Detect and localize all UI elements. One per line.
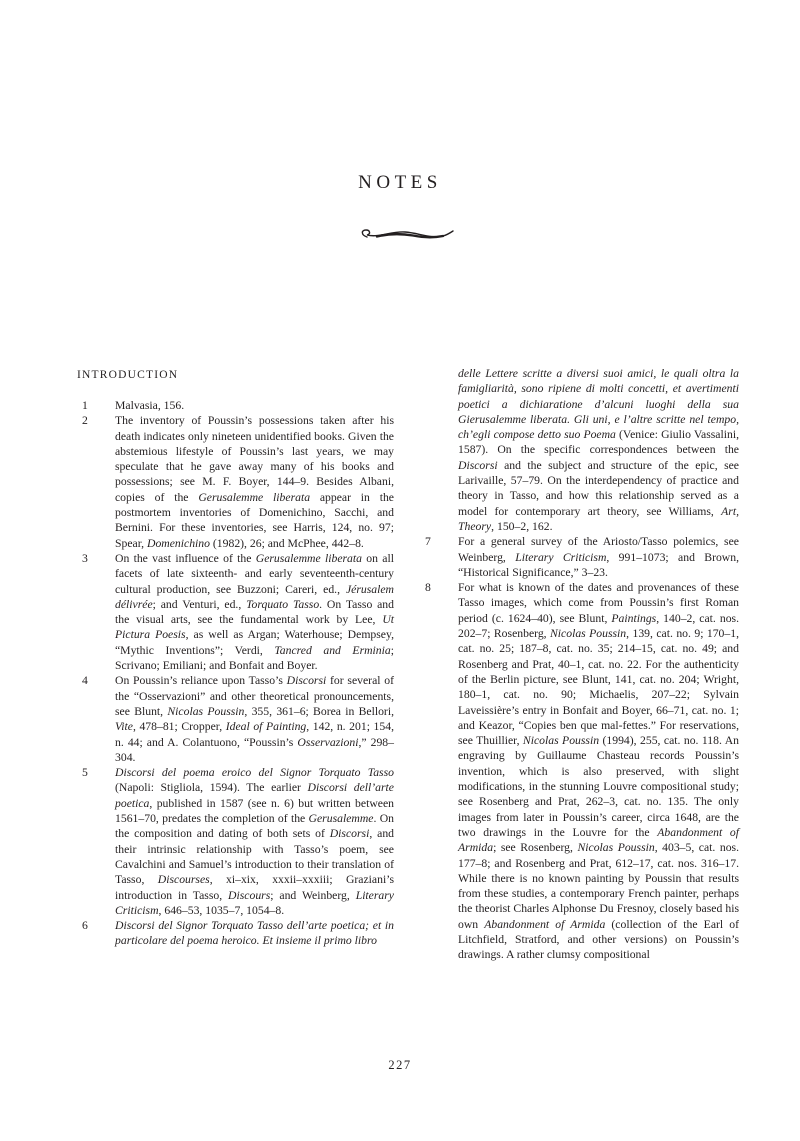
italic-text: Discorsi [329, 827, 370, 841]
text-run: , published in 1587 (see n. 6) but written between 1561–70, predates the completion of the [115, 796, 394, 826]
note-2 [77, 413, 394, 551]
text-run: , xi–xix, xxxii–xxxiii; Graziani’s introduction in Tasso, [115, 873, 394, 902]
text-run: , and their intrinsic relationship with Tasso’s poem, see Cavalchini and Samuel’s introduction to their translation of Tasso, [115, 827, 395, 887]
italic-text: Nicolas Poussin [550, 627, 627, 641]
text-run: (1994), 255, cat. no. 118. An engraving by Guillaume Chasteau records Poussin’s invention, which is also preserved, with slight modifications, in the stunning Louvre compositional study; see Rosenberg and Prat, 262–3, cat. no. 135. The only images from later in Poussin’s career, circa 1648, are the two drawings in the Louvre for the [458, 734, 739, 839]
italic-text: Discorsi dell’arte poetica [115, 781, 394, 810]
note-6 [77, 918, 394, 949]
italic-text: Tancred and Erminia [274, 643, 391, 657]
text-run: On the vast influence of the [115, 551, 256, 565]
italic-text: Discours [228, 888, 271, 902]
text-run: ,” 298–304. [115, 735, 394, 764]
italic-text: Vite [115, 720, 133, 734]
text-run: , 140–2, cat. nos. 202–7; Rosenberg, [458, 611, 740, 641]
page-number: 227 [388, 1058, 412, 1072]
italic-text: Art, Theory [458, 504, 739, 533]
text-run: . On Tasso and the visual arts, see the fundamental work by Lee, [115, 597, 394, 627]
italic-text: Discorsi del poema eroico del Signor Torquato Tasso [115, 766, 394, 780]
text-run: For what is known of the dates and provenances of these Tasso images, which come from Poussin’s first Roman period (c. 1624–40), see Blunt, [458, 581, 739, 625]
text-run: (collection of the Earl of Litchfield, Stratford, and other versions) on Poussin’s drawings. A rather clumsy compositional [458, 917, 739, 962]
italic-text: Literary Criticism [515, 550, 607, 564]
italic-text: Abandonment of Armida [458, 825, 740, 855]
note-1 [77, 398, 394, 413]
italic-text: Gerusalemme [308, 812, 374, 826]
text-run: for several of the “Osservazioni” and other theoretical pronouncements, see Blunt, [115, 674, 394, 718]
note-number: 7 [425, 535, 431, 549]
italic-text: Osservazioni [297, 735, 359, 749]
text-run: , 142, n. 201; 154, n. 44; and A. Colantuono, “Poussin’s [115, 720, 394, 749]
text-run: (Venice: Giulio Vassalini, 1587). On the specific correspondences between the [458, 428, 739, 457]
text-run: Malvasia, 156. [115, 399, 185, 412]
italic-text: Discorsi [458, 458, 498, 472]
text-run: and the subject and structure of the epic, see Larivaille, 57–79. On the interdependency of practice and theory in Tasso, and how this relationship served as a model for contemporary art theory, see Williams, [458, 458, 739, 518]
text-run: (Napoli: Stigliola, 1594). The earlier [115, 781, 308, 795]
italic-text: Ideal of Painting [225, 720, 307, 734]
note-text [115, 918, 394, 949]
text-run: , 646–53, 1035–7, 1054–8. [158, 903, 285, 917]
note-number: 8 [425, 581, 431, 595]
note-text [115, 673, 394, 765]
text-run: On Poussin’s reliance upon Tasso’s [115, 674, 287, 688]
text-run: ; and Weinberg, [270, 888, 356, 902]
note-text [115, 551, 394, 673]
note-number: 6 [82, 919, 88, 933]
page-title: NOTES [358, 172, 442, 193]
text-run: . On the composition and dating of both sets of [115, 812, 394, 841]
italic-text: Ut Pictura Poesis [115, 613, 394, 642]
section-heading: INTRODUCTION [77, 369, 179, 381]
notes-column-right [420, 366, 739, 963]
note-text [458, 534, 739, 580]
note-6-continuation [420, 366, 739, 534]
text-run: , 478–81; Cropper, [132, 720, 226, 734]
note-number: 1 [82, 399, 88, 412]
text-run: ; Scrivano; Emiliani; and Bonfait and Boyer. [115, 643, 394, 673]
text-run: , 355, 361–6; Borea in Bellori, [244, 704, 394, 718]
note-number: 4 [82, 674, 88, 688]
text-run: on all facets of late sixteenth- and early seventeenth-century cultural production, see Buzzoni; Careri, ed., [115, 551, 394, 596]
text-run: , as well as Argan; Waterhouse; Dempsey, “Mythic Inventions”; Verdi, [115, 628, 394, 657]
note-7 [420, 534, 739, 580]
text-run: ; see Rosenberg, [493, 841, 578, 855]
italic-text: Abandonment of Armida [484, 917, 606, 931]
notes-list-right [420, 534, 739, 962]
flourish-icon [357, 226, 455, 246]
italic-text: Discorsi del Signor Torquato Tasso dell’arte poetica; et in particolare del poema heroico. Et insieme il primo libro [115, 919, 394, 948]
text-run: , 403–5, cat. nos. 177–8; and Rosenberg and Prat, 612–17, cat. nos. 316–17. While there is no known painting by Poussin that results from these studies, a contemporary French painter, perhaps the theorist Charles Alphonse Du Fresnoy, closely based his own [458, 841, 740, 931]
italic-text: Torquato Tasso [246, 597, 320, 611]
italic-text: Jérusalem délivrée [115, 582, 394, 611]
note-8 [420, 580, 739, 962]
italic-text: Nicolas Poussin [522, 734, 600, 748]
note-text [458, 580, 739, 962]
italic-text: Discourses [157, 873, 210, 887]
text-run: , 991–1073; and Brown, “Historical Significance,” 3–23. [458, 550, 740, 579]
text-run: For a general survey of the Ariosto/Tasso polemics, see Weinberg, [458, 535, 739, 564]
italic-text: Nicolas Poussin [577, 841, 655, 855]
text-run: (1982), 26; and McPhee, 442–8. [209, 536, 364, 550]
note-number: 5 [82, 766, 88, 780]
note-number: 3 [82, 551, 88, 565]
italic-text: Discorsi [286, 674, 327, 688]
italic-text: Domenichino [147, 536, 210, 550]
italic-text: Literary Criticism [115, 888, 394, 917]
italic-text: Gerusalemme liberata [198, 490, 311, 504]
text-run: ; and Venturi, ed., [152, 597, 247, 611]
note-4 [77, 673, 394, 765]
note-text [115, 398, 394, 413]
text-run: appear in the postmortem inventories of Domenichino, Sacchi, and Bernini. For these inventories, see Harris, 124, no. 97; Spear, [115, 490, 394, 550]
text-run: , 139, cat. no. 9; 170–1, cat. no. 25; 187–8, cat. no. 35; 214–15, cat. no. 49; and Rosenberg and Prat, 40–1, cat. no. 22. For the authenticity of the Berlin picture, see Blunt, 141, cat. no. 204; Wright, 180–1, cat. no. 90; Michaelis, 207–22; Sylvain Laveissière’s entry in Bonfait and Boyer, 66–71, cat. no. 1; and Keazor, “Copies ben que mal-fettes.” For reservations, see Thuillier, [458, 627, 739, 748]
note-3 [77, 551, 394, 673]
note-text [115, 765, 394, 918]
note-5 [77, 765, 394, 918]
note-text [115, 413, 394, 551]
note-number: 2 [82, 414, 88, 428]
text-run: The inventory of Poussin’s possessions taken after his death indicates only nineteen unidentified books. Given the abstemious lifestyle of Poussin’s last years, we may speculate that he gave away many of his books and possessions; see M. F. Boyer, 144–9. Besides Albani, copies of the [115, 414, 394, 504]
text-run: , 150–2, 162. [491, 519, 553, 533]
italic-text: Nicolas Poussin [167, 704, 245, 718]
notes-column-left [77, 398, 394, 949]
italic-text: delle Lettere scritte a diversi suoi amici, le quali oltra la famigliarità, sono ripiene di molti concetti, et avertimenti poetici a dichiaratione d’alcuni luoghi della sua Gierusalemme liberata. Gli uni, e l’altre scritte nel tempo, ch’egli compose detto suo Poema [458, 367, 739, 442]
italic-text: Gerusalemme liberata [255, 551, 362, 565]
italic-text: Paintings [611, 611, 657, 625]
